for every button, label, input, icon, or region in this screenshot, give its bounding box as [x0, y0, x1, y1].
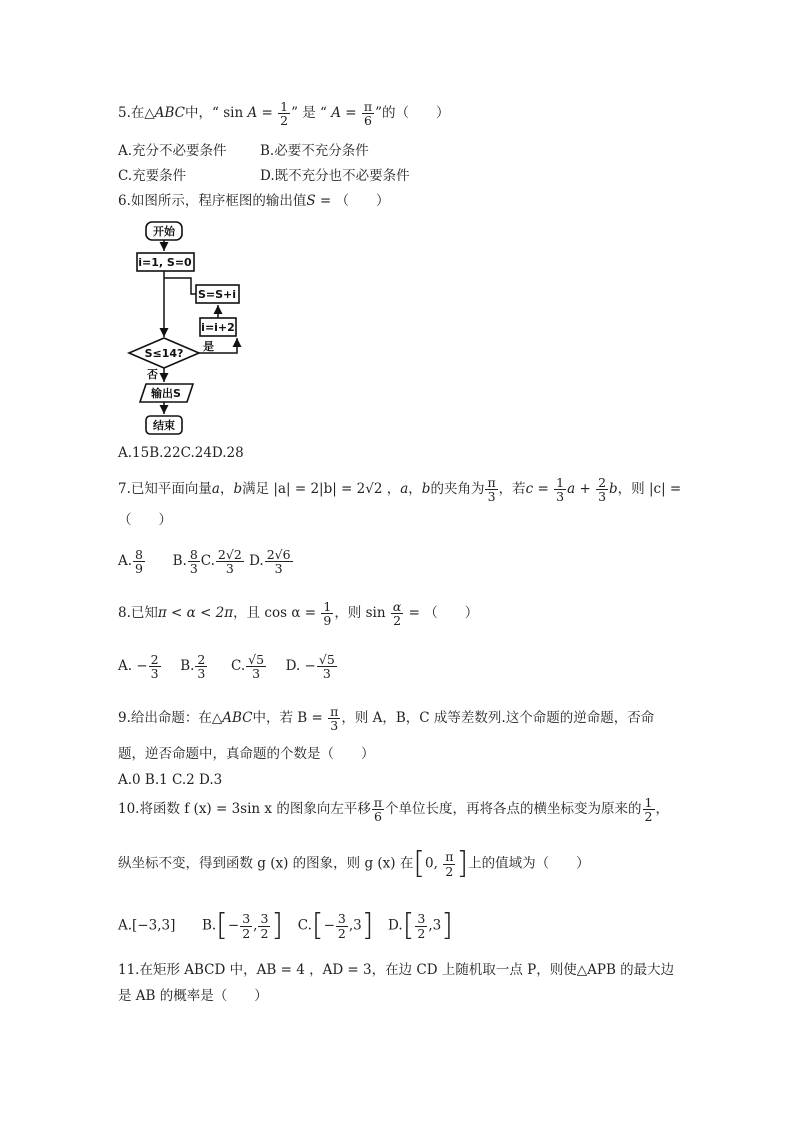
q5-option-a: A.充分不必要条件 — [118, 143, 227, 159]
q7-paren: （ ） — [118, 512, 172, 528]
q10-stem3: ， — [655, 801, 669, 818]
q10-option-c-frac: $\frac{3}{2}$ — [337, 911, 346, 941]
q10-option-b-label: B. — [201, 917, 217, 934]
flow-start-node — [146, 222, 182, 240]
q10-interval-left: 0, — [425, 855, 443, 872]
q8-stem1: 8.已知 — [118, 605, 158, 622]
q7-option-c-label: C. — [200, 553, 215, 570]
q10-option-b-frac1: $\frac{3}{2}$ — [242, 911, 251, 941]
q10-line2a: 纵坐标不变，得到函数 g (x) 的图象，则 g (x) 在 — [118, 855, 414, 872]
flow-end-label: 结束 — [153, 419, 175, 432]
flow-yes-label: 是 — [203, 340, 214, 353]
flow-update-s-node — [196, 285, 239, 303]
flow-init-label: i=1, S=0 — [138, 256, 192, 269]
q7-vec-a2: a — [400, 481, 409, 498]
q8-option-c-label: C. — [230, 658, 246, 675]
q7-coef-2: $\frac{2}{3}$ — [598, 475, 607, 505]
q7-vec-b: b — [233, 481, 243, 498]
q7-c-eq: c = — [525, 481, 554, 498]
q9-stem — [118, 705, 654, 732]
q8-stem — [118, 600, 478, 627]
q7-stem1: 7.已知平面向量 — [118, 481, 212, 498]
q8-sin-fraction: $\frac{\alpha}{2}$ — [392, 599, 402, 629]
q7-stem5: ，则 |c| = — [617, 481, 682, 498]
q10-options: A.[−3,3] B.[− $\frac{3}{2}$ , $\frac{3}{2}$ ] C.[− $\frac{3}{2}$ ,3] D.[ $\frac{3}{2}$ ,3] — [118, 908, 453, 943]
q7-options — [118, 548, 294, 575]
q7-option-d-value: $\frac{2√6}{3}$ — [266, 547, 291, 577]
q7-option-b-value: $\frac{8}{3}$ — [189, 547, 198, 577]
q8-option-d-label: D. − — [285, 658, 316, 675]
q8-option-c-value: $\frac{√5}{3}$ — [248, 652, 265, 682]
q7-stem3: 的夹角为 — [430, 481, 485, 498]
flow-init-node — [137, 253, 194, 271]
flow-update-i-label: i=i+2 — [201, 321, 235, 334]
q5-eq1: = — [257, 105, 278, 122]
q7-option-a-value: $\frac{8}{9}$ — [135, 547, 143, 577]
q8-stem2: ，且 cos α = — [233, 605, 321, 622]
q10-option-a: A.[−3,3] — [118, 917, 176, 934]
q8-options — [118, 653, 338, 680]
q8-cos-fraction: $\frac{1}{9}$ — [323, 599, 332, 629]
q10-bracket-left: [ — [413, 846, 426, 881]
q7-angle-fraction: $\frac{\pi}{3}$ — [487, 475, 496, 505]
flow-condition-node — [129, 338, 199, 368]
q5-suffix: ”的（ ） — [375, 105, 450, 122]
q8-condition: π < α < 2π — [157, 605, 234, 622]
flow-no-label: 否 — [147, 368, 158, 381]
flow-output-node — [140, 384, 193, 402]
q7-stem — [118, 476, 681, 503]
q7-sep2: ， — [408, 481, 422, 498]
q7-sep: ， — [219, 481, 234, 498]
q9-b-fraction: $\frac{\pi}{3}$ — [330, 704, 339, 734]
q8-stem3: ，则 sin — [334, 605, 390, 622]
q9-line2: 题，逆否命题中，真命题的个数是（ ） — [118, 746, 375, 762]
q9-stem1: 9.给出命题：在△ — [118, 710, 223, 727]
q10-option-d-frac: $\frac{3}{2}$ — [417, 911, 426, 941]
q5-a2: A — [331, 105, 341, 122]
q10-shift-fraction: $\frac{\pi}{6}$ — [373, 795, 383, 825]
q7-option-d-label: D. — [249, 553, 264, 570]
q10-option-c-label: C. — [297, 917, 312, 934]
q10-stem2: 个单位长度，再将各点的横坐标变为原来的 — [385, 801, 642, 818]
q5-option-b: B.必要不充分条件 — [260, 143, 369, 159]
q5-mid1: 中，“ sin — [185, 105, 248, 122]
q10-option-b-frac2: $\frac{3}{2}$ — [260, 911, 269, 941]
q5-mid2: ” 是 “ — [291, 105, 332, 122]
q11-line1: 11.在矩形 ABCD 中，AB = 4 ，AD = 3，在边 CD 上随机取一点 P，则使△APB 的最大边 — [118, 962, 675, 978]
q5-eq2: = — [341, 105, 361, 122]
q10-stem — [118, 796, 669, 823]
q8-option-a-label: A. − — [118, 658, 148, 675]
q10-half-fraction: $\frac{1}{2}$ — [644, 795, 653, 825]
q7-stem4: ，若 — [498, 481, 526, 498]
flow-update-s-label: S=S+i — [197, 288, 237, 301]
q9-stem2: 中，若 B = — [252, 710, 328, 727]
q7-vec-b2: b — [421, 481, 431, 498]
q7-vec-a3: a — [567, 481, 576, 498]
flowchart — [125, 218, 255, 438]
q7-option-a-label: A. — [118, 553, 133, 570]
q7-option-c-value: $\frac{2√2}{3}$ — [217, 547, 242, 577]
q10-option-d-label: D. — [388, 917, 403, 934]
q10-interval-fraction: $\frac{\pi}{2}$ — [445, 849, 454, 879]
q7-vec-a: a — [211, 481, 220, 498]
flow-update-i-node — [200, 318, 236, 336]
q7-vec-b3: b — [609, 481, 618, 498]
q5-option-c: C.充要条件 — [118, 168, 187, 184]
q9-stem3: ，则 A，B，C 成等差数列.这个命题的逆命题，否命 — [341, 710, 655, 727]
q11-line2: 是 AB 的概率是（ ） — [118, 988, 268, 1004]
q9-abc: ABC — [222, 710, 253, 727]
q5-prefix: 5.在△ — [118, 105, 155, 122]
flow-end-node — [146, 416, 182, 434]
q7-stem2: 满足 |a| = 2|b| = 2√2 ， — [242, 481, 401, 498]
q5-a1: A — [247, 105, 258, 122]
flow-condition-label: S≤14? — [144, 347, 184, 360]
q8-option-a-value: $\frac{2}{3}$ — [150, 652, 159, 682]
q6-options: A.15B.22C.24D.28 — [118, 445, 244, 461]
q8-option-b-label: B. — [180, 658, 195, 675]
q8-stem4: = （ ） — [404, 605, 479, 622]
flow-output-label: 输出S — [151, 387, 181, 400]
q5-stem — [118, 100, 450, 127]
q5-fraction-half: $\frac{1}{2}$ — [280, 99, 289, 129]
q7-coef-1: $\frac{1}{3}$ — [556, 475, 565, 505]
q5-option-d: D.既不充分也不必要条件 — [260, 168, 410, 184]
q10-bracket-right: ] — [456, 846, 469, 881]
q9-options: A.0 B.1 C.2 D.3 — [118, 772, 223, 788]
q7-option-b-label: B. — [172, 553, 187, 570]
q8-option-d-value: $\frac{√5}{3}$ — [318, 652, 335, 682]
q6-var: S — [306, 193, 316, 209]
q10-stem1: 10.将函数 f (x) = 3sin x 的图象向左平移 — [118, 801, 371, 818]
q5-fraction-pi-6: $\frac{\pi}{6}$ — [363, 99, 373, 129]
q8-option-b-value: $\frac{2}{3}$ — [197, 652, 206, 682]
flow-start-label: 开始 — [153, 225, 175, 238]
q6-stem — [118, 193, 390, 209]
q6-tail: = （ ） — [315, 193, 390, 209]
q7-plus: + — [575, 481, 596, 498]
flow-loop-back — [164, 278, 196, 294]
q6-stem-text: 6.如图所示，程序框图的输出值 — [118, 193, 307, 209]
q5-abc: ABC — [154, 105, 186, 122]
q10-line2b: 上的值域为（ ） — [468, 855, 590, 872]
q10-line2 — [118, 846, 590, 882]
